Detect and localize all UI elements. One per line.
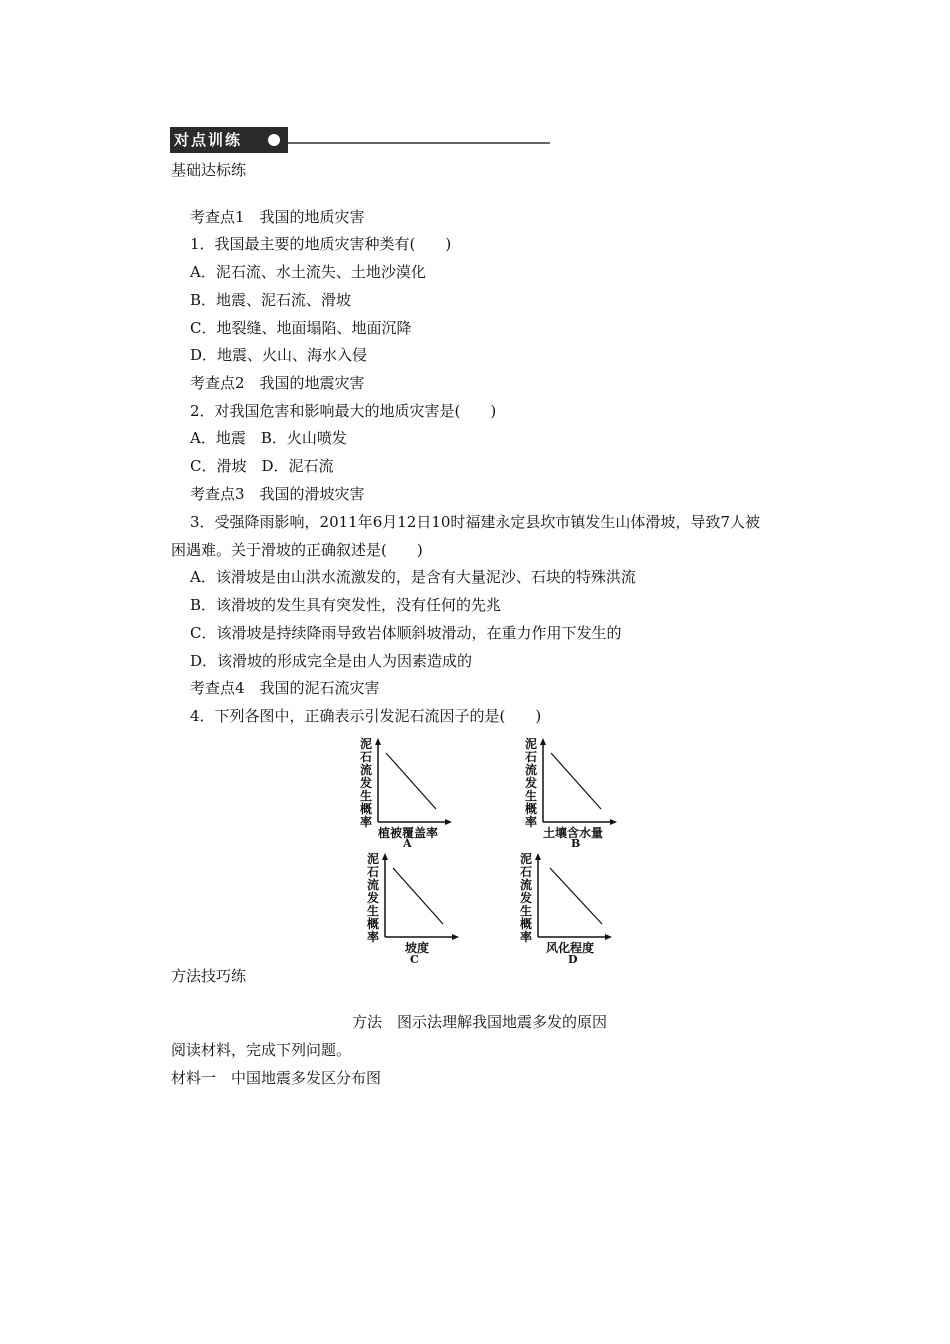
section-header-label: 对点训练 bbox=[170, 127, 288, 153]
chart-a bbox=[358, 738, 478, 848]
question-2-options-ab: A．地震 B．火山喷发 bbox=[190, 429, 347, 447]
chart-b bbox=[523, 738, 643, 848]
chart-b-xlabel: 土壤含水量 bbox=[543, 826, 604, 840]
material-1-title: 材料一 中国地震多发区分布图 bbox=[171, 1069, 382, 1087]
chart-b-ylabel: 泥石流发生概率 bbox=[524, 737, 537, 829]
chart-d-caption: D bbox=[568, 953, 578, 966]
topic-2: 考查点2 我国的地震灾害 bbox=[190, 374, 365, 392]
question-3-option-b: B．该滑坡的发生具有突发性，没有任何的先兆 bbox=[190, 596, 502, 614]
topic-4: 考查点4 我国的泥石流灾害 bbox=[190, 679, 380, 697]
chart-c-ylabel: 泥石流发生概率 bbox=[366, 852, 379, 944]
question-3-option-c: C．该滑坡是持续降雨导致岩体顺斜坡滑动，在重力作用下发生的 bbox=[190, 624, 622, 642]
chart-a-xlabel: 植被覆盖率 bbox=[378, 826, 439, 840]
question-3-stem-line1: 3．受强降雨影响，2011年6月12日10时福建永定县坎市镇发生山体滑坡，导致7人被 bbox=[190, 513, 760, 531]
chart-c bbox=[365, 852, 485, 966]
question-2-stem: 2．对我国危害和影响最大的地质灾害是( ) bbox=[190, 402, 497, 420]
question-1-option-d: D．地震、火山、海水入侵 bbox=[190, 346, 368, 364]
question-4-stem: 4．下列各图中，正确表示引发泥石流因子的是( ) bbox=[190, 707, 542, 725]
chart-d bbox=[518, 852, 638, 966]
chart-d-xlabel: 风化程度 bbox=[546, 941, 595, 955]
question-1-option-b: B．地震、泥石流、滑坡 bbox=[190, 291, 352, 309]
question-2-options-cd: C．滑坡 D．泥石流 bbox=[190, 457, 334, 475]
chart-b-caption: B bbox=[571, 837, 581, 850]
question-1-stem: 1．我国最主要的地质灾害种类有( ) bbox=[190, 235, 452, 253]
chart-a-trend-line bbox=[386, 753, 436, 809]
chart-c-trend-line bbox=[393, 868, 443, 924]
chart-a-ylabel: 泥石流发生概率 bbox=[359, 737, 372, 829]
topic-3: 考查点3 我国的滑坡灾害 bbox=[190, 485, 365, 503]
chart-b-trend-line bbox=[551, 753, 601, 809]
question-1-option-c: C．地裂缝、地面塌陷、地面沉降 bbox=[190, 319, 412, 337]
bullet-icon bbox=[268, 134, 280, 146]
section-title-method: 方法技巧练 bbox=[171, 967, 247, 985]
method-title: 方法 图示法理解我国地震多发的原因 bbox=[352, 1013, 608, 1031]
instruction: 阅读材料，完成下列问题。 bbox=[171, 1041, 352, 1059]
question-3-stem-line2: 困遇难。关于滑坡的正确叙述是( ) bbox=[171, 541, 423, 559]
topic-1: 考查点1 我国的地质灾害 bbox=[190, 208, 365, 226]
chart-c-xlabel: 坡度 bbox=[405, 941, 430, 955]
question-1-option-a: A．泥石流、水土流失、土地沙漠化 bbox=[190, 263, 426, 281]
question-3-option-d: D．该滑坡的形成完全是由人为因素造成的 bbox=[190, 652, 473, 670]
header-divider bbox=[288, 142, 550, 144]
section-title-basic: 基础达标练 bbox=[171, 161, 247, 179]
chart-d-trend-line bbox=[550, 868, 602, 924]
chart-d-ylabel: 泥石流发生概率 bbox=[519, 852, 532, 944]
section-header bbox=[170, 127, 550, 153]
question-3-option-a: A．该滑坡是由山洪水流激发的，是含有大量泥沙、石块的特殊洪流 bbox=[190, 568, 636, 586]
chart-c-caption: C bbox=[410, 953, 419, 966]
chart-a-caption: A bbox=[403, 837, 412, 850]
